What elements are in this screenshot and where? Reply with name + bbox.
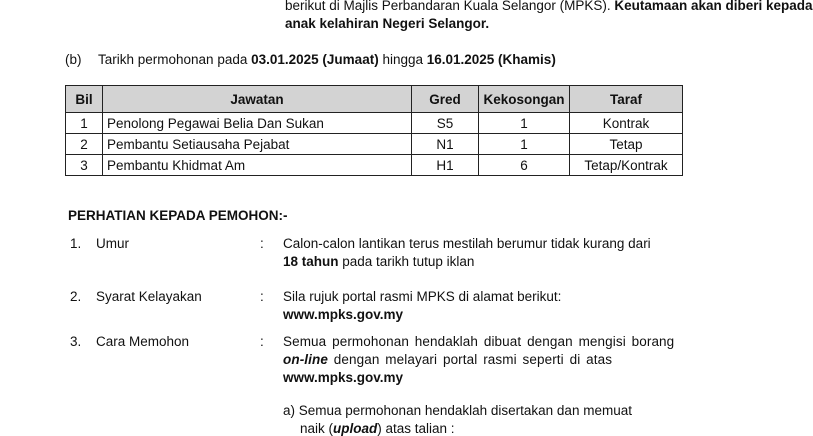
cell-jawatan: Pembantu Khidmat Am [103, 155, 412, 176]
sub-item-a-line-2 [300, 421, 455, 436]
date-line-text: Tarikh permohonan pada [98, 52, 252, 67]
intro-line-2: anak kelahiran Negeri Selangor. [285, 16, 490, 31]
cell-bil: 1 [66, 113, 103, 134]
table-row [66, 134, 683, 155]
portal-link-2[interactable]: www.mpks.gov.my [283, 370, 404, 385]
table-row [66, 155, 683, 176]
item-umur-colon: : [260, 236, 264, 251]
upload-emphasis: upload [333, 421, 378, 436]
cell-kekosongan: 6 [479, 155, 570, 176]
cell-bil: 3 [66, 155, 103, 176]
cell-gred: H1 [412, 155, 479, 176]
application-date-line [65, 52, 556, 67]
cell-kekosongan: 1 [479, 113, 570, 134]
cell-jawatan: Pembantu Setiausaha Pejabat [103, 134, 412, 155]
header-bil: Bil [66, 86, 103, 113]
item-syarat-number: 2. [70, 289, 82, 304]
min-age: 18 tahun [283, 254, 339, 269]
age-condition: pada tarikh tutup iklan [338, 254, 475, 269]
item-syarat-colon: : [260, 289, 264, 304]
item-umur-text-line-1: Calon-calon lantikan terus mestilah berumur tidak kurang dari [283, 236, 651, 251]
item-umur-label: Umur [96, 236, 129, 251]
intro-bold-text: Keutamaan akan diberi kepada [614, 0, 813, 13]
item-umur-number: 1. [70, 236, 82, 251]
item-umur-text-line-2 [283, 254, 474, 269]
item-cara-text-line-2 [283, 352, 612, 367]
cell-kekosongan: 1 [479, 134, 570, 155]
cell-taraf: Tetap [570, 134, 683, 155]
cell-taraf: Tetap/Kontrak [570, 155, 683, 176]
cell-gred: S5 [412, 113, 479, 134]
date-line-label: (b) [65, 52, 82, 67]
cell-jawatan: Penolong Pegawai Belia Dan Sukan [103, 113, 412, 134]
sub-a-text: naik ( [300, 421, 334, 436]
online-emphasis: on-line [283, 352, 328, 367]
header-taraf: Taraf [570, 86, 683, 113]
online-rest: dengan melayari portal rasmi seperti di atas [327, 352, 613, 367]
header-kekosongan: Kekosongan [479, 86, 570, 113]
cell-gred: N1 [412, 134, 479, 155]
start-date: 03.01.2025 (Jumaat) [251, 52, 379, 67]
item-syarat-label: Syarat Kelayakan [96, 289, 202, 304]
table-row [66, 113, 683, 134]
item-cara-colon: : [260, 334, 264, 349]
sub-item-a-line-1: a) Semua permohonan hendaklah disertakan dan memuat [283, 403, 632, 418]
cell-taraf: Kontrak [570, 113, 683, 134]
cell-bil: 2 [66, 134, 103, 155]
item-syarat-text-line-1: Sila rujuk portal rasmi MPKS di alamat berikut: [283, 289, 562, 304]
header-jawatan: Jawatan [103, 86, 412, 113]
date-line-connector: hingga [378, 52, 427, 67]
notice-heading: PERHATIAN KEPADA PEMOHON:- [68, 208, 288, 223]
vacancy-table [65, 85, 683, 176]
table-header-row [66, 86, 683, 113]
item-cara-number: 3. [70, 334, 82, 349]
header-gred: Gred [412, 86, 479, 113]
end-date: 16.01.2025 (Khamis) [426, 52, 556, 67]
item-cara-text-line-1: Semua permohonan hendaklah dibuat dengan mengisi borang [283, 334, 675, 349]
item-cara-label: Cara Memohon [96, 334, 190, 349]
intro-line-1 [285, 0, 813, 13]
sub-a-text-end: ) atas talian : [377, 421, 455, 436]
portal-link[interactable]: www.mpks.gov.my [283, 307, 404, 322]
intro-text: berikut di Majlis Perbandaran Kuala Selangor (MPKS). [285, 0, 615, 13]
